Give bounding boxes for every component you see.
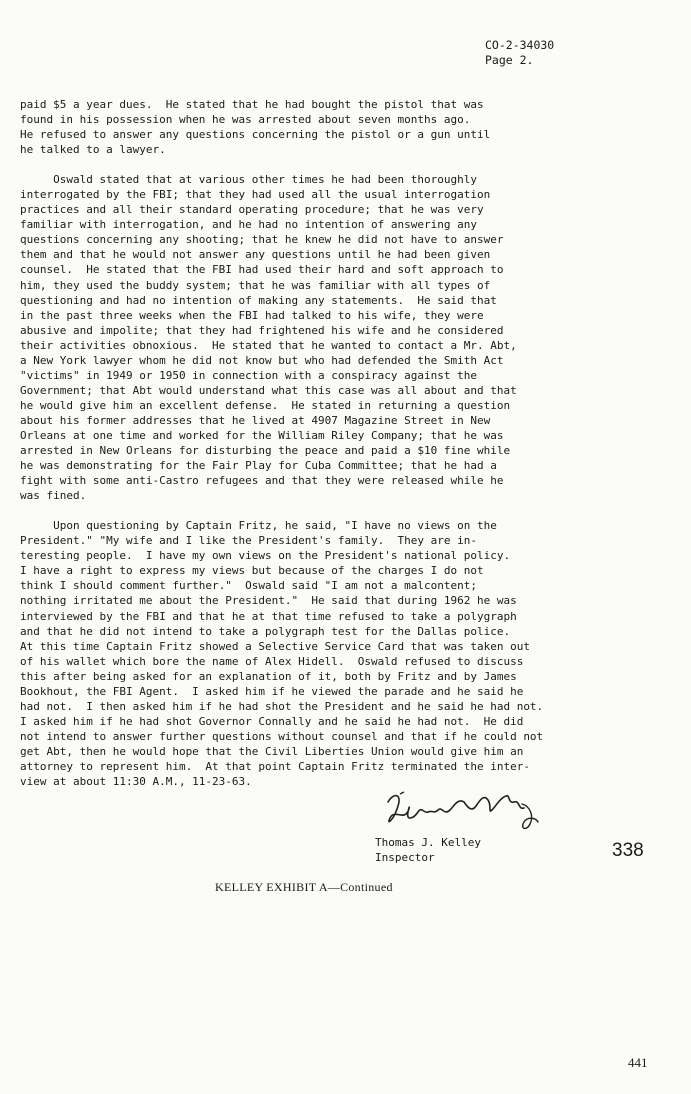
text-line: get Abt, then he would hope that the Civil Liberties Union would give him an [20, 744, 524, 758]
text-line: not intend to answer further questions without counsel and that if he could not [20, 729, 544, 743]
text-line: interrogated by the FBI; that they had used all the usual interrogation [20, 188, 491, 202]
text-line: Upon questioning by Captain Fritz, he said, "I have no views on the [20, 519, 497, 533]
memo-body [20, 97, 580, 789]
text-line: He refused to answer any questions concerning the pistol or a gun until [20, 128, 491, 142]
text-line: had not. I then asked him if he had shot the President and he said he had not. [20, 699, 544, 713]
document-reference [485, 38, 554, 68]
text-line: questioning and had no intention of making any statements. He said that [20, 293, 497, 307]
text-line: was fined. [20, 489, 87, 503]
text-line: them and that he would not answer any questions until he had been given [20, 248, 491, 262]
signature-block [375, 835, 481, 865]
text-line: Oswald stated that at various other times he had been thoroughly [20, 173, 477, 187]
text-line: I have a right to express my views but because of the charges I do not [20, 564, 484, 578]
page-label: Page 2. [485, 53, 534, 67]
text-line: interviewed by the FBI and that he at that time refused to take a polygraph [20, 609, 517, 623]
text-line: this after being asked for an explanation of it, both by Fritz and by James [20, 669, 517, 683]
text-line: I asked him if he had shot Governor Connally and he said he had not. He did [20, 714, 524, 728]
text-line: fight with some anti-Castro refugees and that they were released while he [20, 474, 504, 488]
text-line: he talked to a lawyer. [20, 143, 166, 157]
text-line: paid $5 a year dues. He stated that he had bought the pistol that was [20, 98, 484, 111]
text-line: think I should comment further." Oswald said "I am not a malcontent; [20, 579, 477, 593]
file-number: CO-2-34030 [485, 38, 555, 52]
paragraph [20, 518, 580, 789]
paragraph [20, 172, 580, 503]
text-line: Orleans at one time and worked for the William Riley Company; that he was [20, 428, 504, 442]
text-line: counsel. He stated that the FBI had used their hard and soft approach to [20, 263, 504, 277]
exhibit-caption: KELLEY EXHIBIT A—Continued [215, 880, 393, 894]
text-line: At this time Captain Fritz showed a Selective Service Card that was taken out [20, 639, 530, 653]
paragraph [20, 97, 580, 157]
text-line: teresting people. I have my own views on the President's national policy. [20, 549, 511, 563]
text-line: familiar with interrogation, and he had no intention of answering any [20, 218, 477, 232]
text-line: him, they used the buddy system; that he was familiar with all types of [20, 278, 491, 292]
text-line: of his wallet which bore the name of Alex Hidell. Oswald refused to discuss [20, 654, 524, 668]
handwritten-signature [380, 788, 540, 838]
signer-name: Thomas J. Kelley [375, 836, 481, 849]
text-line: he was demonstrating for the Fair Play for Cuba Committee; that he had a [20, 459, 497, 473]
text-line: view at about 11:30 A.M., 11-23-63. [20, 775, 252, 789]
text-line: he would give him an excellent defense. He stated in returning a question [20, 398, 511, 412]
text-line: and that he did not intend to take a polygraph test for the Dallas police. [20, 624, 511, 638]
text-line: found in his possession when he was arrested about seven months ago. [20, 113, 471, 127]
text-line: arrested in New Orleans for disturbing the peace and paid a $10 fine while [20, 444, 511, 458]
text-line: Government; that Abt would understand what this case was all about and that [20, 383, 517, 397]
text-line: their activities obnoxious. He stated that he wanted to contact a Mr. Abt, [20, 338, 517, 352]
text-line: "victims" in 1949 or 1950 in connection with a conspiracy against the [20, 368, 477, 382]
text-line: Bookhout, the FBI Agent. I asked him if he viewed the parade and he said he [20, 684, 524, 698]
text-line: nothing irritated me about the President." He said that during 1962 he was [20, 594, 517, 608]
text-line: in the past three weeks when the FBI had talked to his wife, they were [20, 308, 484, 322]
text-line: a New York lawyer whom he did not know but who had defended the Smith Act [20, 353, 504, 367]
text-line: questions concerning any shooting; that he knew he did not have to answer [20, 233, 504, 247]
signer-title: Inspector [375, 851, 435, 864]
exhibit-number: 338 [612, 840, 644, 861]
text-line: practices and all their standard operating procedure; that he was very [20, 203, 484, 217]
text-line: abusive and impolite; that they had frightened his wife and he considered [20, 323, 504, 337]
text-line: President." "My wife and I like the President's family. They are in- [20, 534, 477, 548]
text-line: about his former addresses that he lived at 4907 Magazine Street in New [20, 413, 491, 427]
page-number: 441 [628, 1055, 648, 1070]
text-line: attorney to represent him. At that point Captain Fritz terminated the inter- [20, 759, 530, 773]
